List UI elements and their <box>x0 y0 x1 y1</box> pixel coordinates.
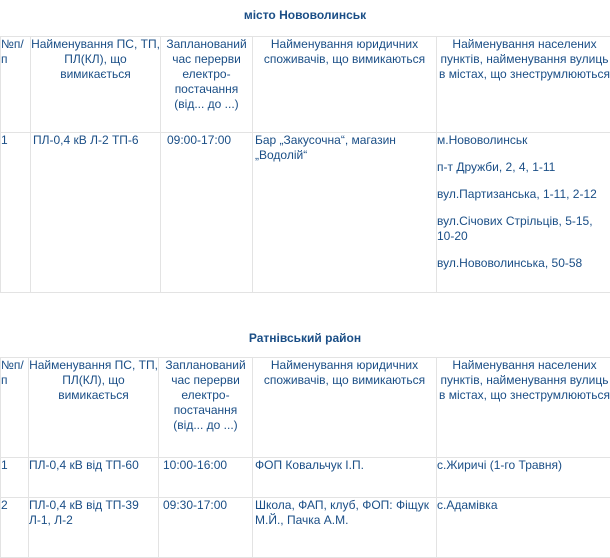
address-line: с.Адамівка <box>437 498 610 513</box>
row-consumers: Бар „Закусочна“, магазин „Водолій“ <box>253 133 437 293</box>
row-addresses <box>437 498 610 558</box>
row-addresses <box>437 133 610 293</box>
header-line-name: Найменування ПС, ТП, ПЛ(КЛ), що вимикається <box>31 37 161 133</box>
row-time: 09:00-17:00 <box>161 133 253 293</box>
table-header-row <box>1 37 610 133</box>
address-line: вул.Січових Стрільців, 5-15, 10-20 <box>437 214 610 244</box>
row-consumers: ФОП Ковальчук І.П. <box>253 458 437 498</box>
row-line: ПЛ-0,4 кВ від ТП-39 Л-1, Л-2 <box>29 498 159 558</box>
header-legal-consumers: Найменування юридичних споживачів, що вимикаються <box>253 37 437 133</box>
row-time: 09:30-17:00 <box>159 498 253 558</box>
header-settlements: Найменування населених пунктів, найменування вулиць в містах, що знеструмлюються <box>437 358 610 458</box>
row-consumers: Школа, ФАП, клуб, ФОП: Фіщук М.Й., Пачка А.М. <box>253 498 437 558</box>
row-addresses <box>437 458 610 498</box>
row-time: 10:00-16:00 <box>159 458 253 498</box>
address-line: м.Нововолинськ <box>437 133 610 148</box>
section-title-ratne: Ратнівський район <box>0 331 610 345</box>
header-settlements: Найменування населених пунктів, найменування вулиць в містах, що знеструмлюються <box>437 37 610 133</box>
outage-table-novovolynsk <box>0 36 610 293</box>
table-row <box>1 133 610 293</box>
address-line: с.Жиричі (1-го Травня) <box>437 458 610 473</box>
row-line: ПЛ-0,4 кВ Л-2 ТП-6 <box>31 133 161 293</box>
header-planned-time: Запланований час перерви електро-постачання (від... до ...) <box>161 37 253 133</box>
header-number: №п/п <box>1 358 29 458</box>
header-line-name: Найменування ПС, ТП, ПЛ(КЛ), що вимикається <box>29 358 159 458</box>
table-row <box>1 498 610 558</box>
row-line: ПЛ-0,4 кВ від ТП-60 <box>29 458 159 498</box>
address-line: п-т Дружби, 2, 4, 1-11 <box>437 160 610 175</box>
address-line: вул.Партизанська, 1-11, 2-12 <box>437 187 610 202</box>
table-row <box>1 458 610 498</box>
row-number: 2 <box>1 498 29 558</box>
header-number: №п/п <box>1 37 31 133</box>
outage-table-ratne <box>0 357 610 558</box>
section-title-novovolynsk: місто Нововолинськ <box>0 8 610 22</box>
table-header-row <box>1 358 610 458</box>
address-line: вул.Нововолинська, 50-58 <box>437 256 610 271</box>
row-number: 1 <box>1 458 29 498</box>
row-number: 1 <box>1 133 31 293</box>
header-planned-time: Запланований час перерви електро-постачання (від... до ...) <box>159 358 253 458</box>
header-legal-consumers: Найменування юридичних споживачів, що вимикаються <box>253 358 437 458</box>
